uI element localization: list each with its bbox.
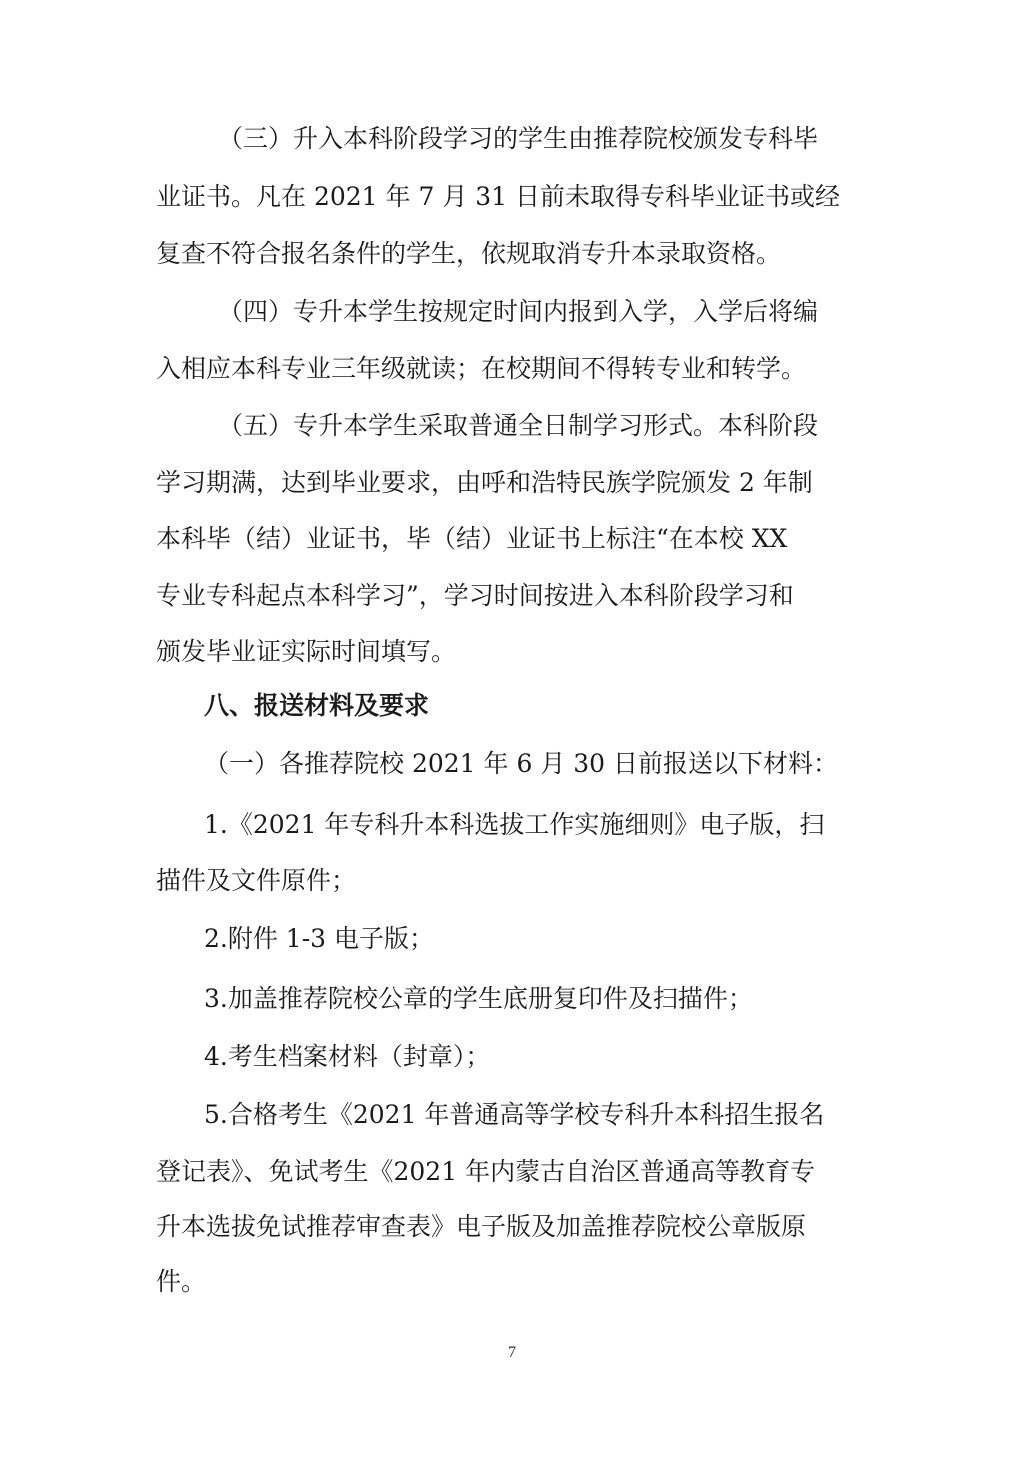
paragraph-line: （一）各推荐院校 2021 年 6 月 30 日前报送以下材料：	[204, 749, 839, 778]
paragraph-line: 本科毕（结）业证书，毕（结）业证书上标注“在本校 XX	[156, 524, 788, 553]
list-item: 3.加盖推荐院校公章的学生底册复印件及扫描件；	[204, 984, 753, 1013]
list-item: 2.附件 1-3 电子版；	[204, 924, 435, 953]
list-item: 5.合格考生《2021 年普通高等学校专科升本科招生报名	[204, 1100, 825, 1129]
paragraph-line: 业证书。凡在 2021 年 7 月 31 日前未取得专科毕业证书或经	[156, 182, 841, 211]
section-heading: 八、报送材料及要求	[204, 691, 430, 720]
paragraph-line: 入相应本科专业三年级就读；在校期间不得转专业和转学。	[156, 354, 807, 383]
list-item-continuation: 升本选拔免试推荐审查表》电子版及加盖推荐院校公章版原	[156, 1212, 807, 1241]
list-item-continuation: 描件及文件原件；	[156, 866, 357, 895]
list-item-continuation: 件。	[156, 1267, 207, 1296]
paragraph-line: 学习期满，达到毕业要求，由呼和浩特民族学院颁发 2 年制	[156, 468, 813, 497]
paragraph-line: （五）专升本学生采取普通全日制学习形式。本科阶段	[218, 411, 819, 440]
list-item-continuation: 登记表》、免试考生《2021 年内蒙古自治区普通高等教育专	[156, 1157, 816, 1186]
page-number: 7	[508, 1344, 516, 1361]
paragraph-line: 复查不符合报名条件的学生，依规取消专升本录取资格。	[156, 239, 782, 268]
paragraph-line: （三）升入本科阶段学习的学生由推荐院校颁发专科毕	[218, 124, 819, 153]
list-item: 1.《2021 年专科升本科选拔工作实施细则》电子版，扫	[204, 810, 825, 839]
paragraph-line: （四）专升本学生按规定时间内报到入学，入学后将编	[218, 297, 819, 326]
list-item: 4.考生档案材料（封章）；	[204, 1042, 491, 1071]
paragraph-line: 颁发毕业证实际时间填写。	[156, 637, 457, 666]
paragraph-line: 专业专科起点本科学习”，学习时间按进入本科阶段学习和	[156, 581, 794, 610]
